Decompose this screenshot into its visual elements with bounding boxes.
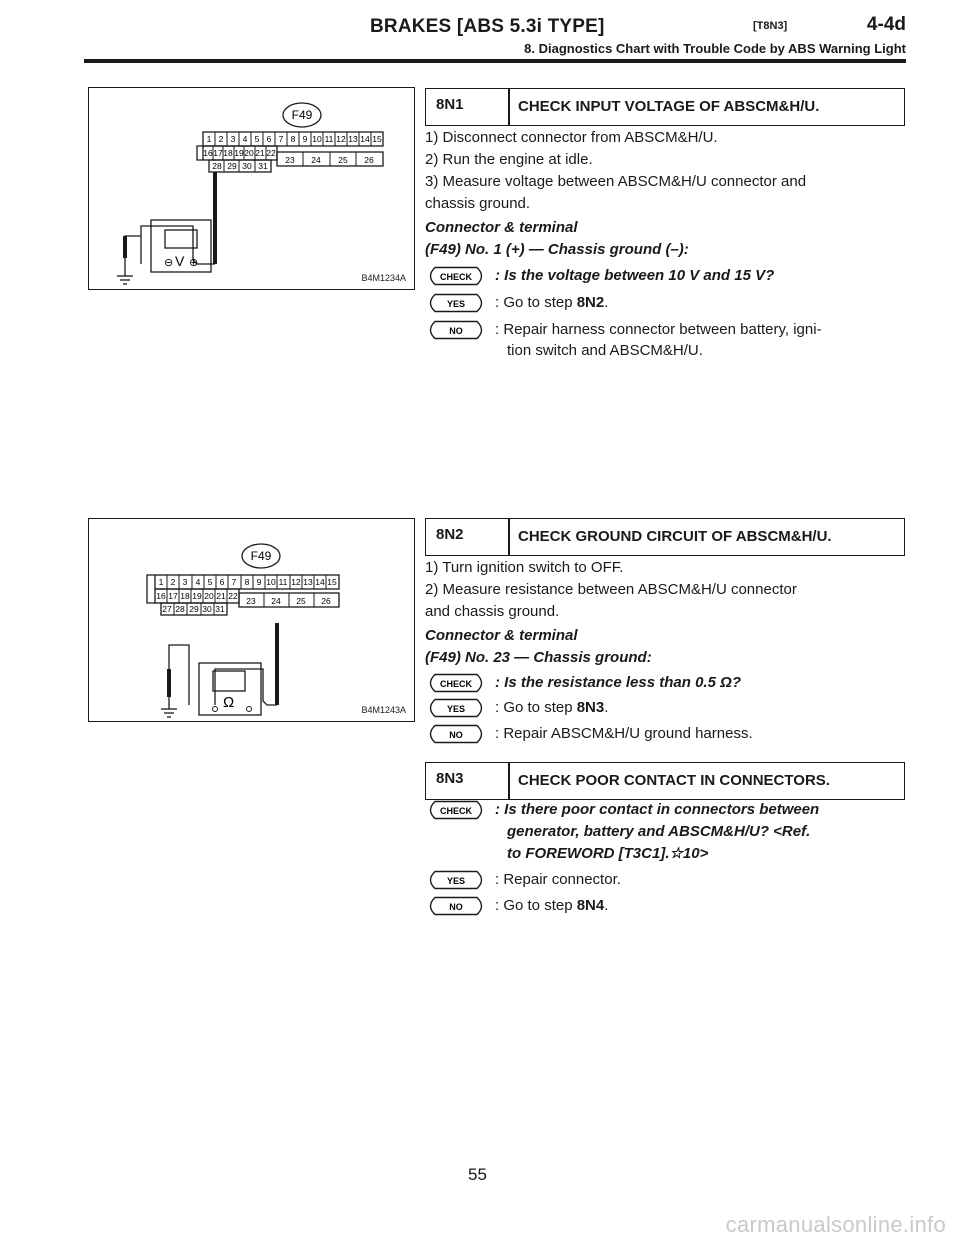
svg-text:25: 25 (338, 155, 348, 165)
page-header (370, 12, 906, 60)
svg-text:24: 24 (271, 596, 281, 606)
svg-text:23: 23 (285, 155, 295, 165)
step-8N1 (425, 88, 905, 388)
yes-answer: : Repair connector. (495, 871, 621, 888)
connector-spec: (F49) No. 23 — Chassis ground: (425, 649, 652, 666)
svg-text:7: 7 (278, 134, 284, 144)
svg-text:20: 20 (244, 148, 254, 158)
svg-text:11: 11 (278, 577, 288, 587)
figure-reference: B4M1234A (361, 273, 406, 283)
svg-text:NO: NO (449, 902, 463, 912)
svg-text:5: 5 (207, 577, 213, 587)
instruction-line: 2) Measure resistance between ABSCM&H/U connector (425, 581, 797, 598)
meter-probe-icon (213, 707, 218, 712)
svg-text:19: 19 (234, 148, 244, 158)
svg-text:21: 21 (216, 591, 226, 601)
yes-badge-icon (425, 293, 487, 313)
section-code: [T8N3] (753, 20, 788, 32)
plus-terminal-icon: ⊕ (189, 257, 199, 269)
check-question: : Is the voltage between 10 V and 15 V? (495, 267, 775, 284)
svg-text:NO: NO (449, 730, 463, 740)
connector-id: F49 (291, 108, 313, 122)
instruction-line: 1) Disconnect connector from ABSCM&H/U. (425, 129, 718, 146)
yes-badge-icon (425, 698, 487, 718)
svg-text:15: 15 (327, 577, 337, 587)
svg-text:9: 9 (302, 134, 308, 144)
svg-text:8: 8 (244, 577, 250, 587)
svg-text:5: 5 (254, 134, 260, 144)
header-divider (508, 519, 510, 555)
header-divider (508, 763, 510, 799)
step-title: CHECK INPUT VOLTAGE OF ABSCM&H/U. (518, 98, 820, 115)
step-title: CHECK GROUND CIRCUIT OF ABSCM&H/U. (518, 528, 832, 545)
page-subtitle: 8. Diagnostics Chart with Trouble Code by ABS Warning Light (524, 41, 906, 56)
svg-text:NO: NO (449, 326, 463, 336)
svg-text:16: 16 (156, 591, 166, 601)
minus-terminal-icon: ⊖ (164, 257, 174, 269)
svg-text:6: 6 (266, 134, 272, 144)
svg-text:14: 14 (315, 577, 325, 587)
svg-text:22: 22 (266, 148, 276, 158)
svg-text:CHECK: CHECK (439, 679, 473, 689)
svg-text:CHECK: CHECK (439, 272, 473, 282)
svg-text:20: 20 (204, 591, 214, 601)
svg-text:26: 26 (364, 155, 374, 165)
svg-text:1: 1 (158, 577, 164, 587)
svg-text:14: 14 (360, 134, 370, 144)
step-header (425, 762, 905, 800)
step-number: 8N3 (436, 770, 464, 787)
no-answer: : Go to step 8N4. (495, 897, 609, 914)
no-answer: : Repair harness connector between battery, igni- (495, 321, 822, 338)
svg-text:26: 26 (321, 596, 331, 606)
instruction-line: chassis ground. (425, 195, 531, 212)
connector-label: Connector & terminal (425, 219, 578, 236)
svg-text:29: 29 (189, 604, 199, 614)
instruction-line: 1) Turn ignition switch to OFF. (425, 559, 624, 576)
svg-text:4: 4 (242, 134, 248, 144)
svg-text:22: 22 (228, 591, 238, 601)
connector-diagram (89, 519, 413, 720)
figure-reference: B4M1243A (361, 705, 406, 715)
step-header (425, 518, 905, 556)
svg-text:30: 30 (202, 604, 212, 614)
connector-id: F49 (250, 549, 272, 563)
connector-diagram (89, 88, 413, 288)
meter-probe-icon (247, 707, 252, 712)
svg-text:18: 18 (180, 591, 190, 601)
yes-answer: : Go to step 8N3. (495, 699, 609, 716)
svg-text:19: 19 (192, 591, 202, 601)
svg-text:7: 7 (231, 577, 237, 587)
page-title: BRAKES [ABS 5.3i TYPE] (370, 16, 605, 37)
svg-text:YES: YES (446, 299, 466, 309)
svg-text:8: 8 (290, 134, 296, 144)
svg-text:1: 1 (206, 134, 212, 144)
instruction-line: and chassis ground. (425, 603, 560, 620)
no-answer: : Repair ABSCM&H/U ground harness. (495, 725, 753, 742)
svg-text:17: 17 (168, 591, 178, 601)
no-badge-icon (425, 320, 487, 340)
header-divider (508, 89, 510, 125)
wiring-figure-voltage (88, 87, 415, 290)
svg-text:3: 3 (230, 134, 236, 144)
check-question: : Is there poor contact in connectors between (495, 801, 820, 818)
svg-text:15: 15 (372, 134, 382, 144)
svg-text:YES: YES (446, 876, 466, 886)
svg-text:12: 12 (291, 577, 301, 587)
check-question: : Is the resistance less than 0.5 Ω? (495, 674, 741, 691)
connector-spec: (F49) No. 1 (+) — Chassis ground (–): (425, 241, 689, 258)
check-question-continued: generator, battery and ABSCM&H/U? <Ref. (507, 823, 811, 840)
no-badge-icon (425, 896, 487, 916)
instruction-line: 3) Measure voltage between ABSCM&H/U connector and (425, 173, 807, 190)
header-rule (84, 59, 906, 63)
check-question-continued: to FOREWORD [T3C1].☆10> (507, 845, 709, 862)
yes-badge-icon (425, 870, 487, 890)
svg-text:16: 16 (203, 148, 213, 158)
no-answer-continued: tion switch and ABSCM&H/U. (507, 342, 703, 359)
no-badge-icon (425, 724, 487, 744)
page-number: 55 (468, 1165, 487, 1184)
watermark: carmanualsonline.info (725, 1212, 946, 1237)
svg-text:31: 31 (215, 604, 225, 614)
svg-text:4: 4 (195, 577, 201, 587)
pin-numbers (156, 577, 337, 614)
svg-text:30: 30 (242, 161, 252, 171)
step-8N3 (425, 762, 905, 922)
svg-text:24: 24 (311, 155, 321, 165)
meter-unit: Ω (223, 694, 235, 711)
svg-text:21: 21 (255, 148, 265, 158)
svg-text:31: 31 (258, 161, 268, 171)
connector-label: Connector & terminal (425, 627, 578, 644)
step-number: 8N2 (436, 526, 464, 543)
svg-text:28: 28 (175, 604, 185, 614)
svg-text:10: 10 (266, 577, 276, 587)
svg-text:10: 10 (312, 134, 322, 144)
check-badge-icon (425, 673, 487, 693)
step-8N2 (425, 518, 905, 758)
svg-text:23: 23 (246, 596, 256, 606)
svg-text:25: 25 (296, 596, 306, 606)
yes-answer: : Go to step 8N2. (495, 294, 609, 311)
step-number: 8N1 (436, 96, 464, 113)
svg-text:17: 17 (213, 148, 223, 158)
svg-text:2: 2 (218, 134, 224, 144)
svg-text:12: 12 (336, 134, 346, 144)
svg-text:6: 6 (219, 577, 225, 587)
svg-text:28: 28 (212, 161, 222, 171)
check-badge-icon (425, 266, 487, 286)
svg-text:3: 3 (182, 577, 188, 587)
svg-text:11: 11 (324, 134, 334, 144)
svg-text:YES: YES (446, 704, 466, 714)
meter-unit: V (175, 253, 185, 269)
step-title: CHECK POOR CONTACT IN CONNECTORS. (518, 772, 830, 789)
svg-text:2: 2 (170, 577, 176, 587)
wiring-figure-resistance (88, 518, 415, 722)
svg-text:18: 18 (223, 148, 233, 158)
step-header (425, 88, 905, 126)
svg-text:9: 9 (256, 577, 262, 587)
svg-text:13: 13 (348, 134, 358, 144)
section-number: 4-4d (866, 14, 906, 35)
svg-text:29: 29 (227, 161, 237, 171)
check-badge-icon (425, 800, 487, 820)
svg-text:13: 13 (303, 577, 313, 587)
instruction-line: 2) Run the engine at idle. (425, 151, 593, 168)
svg-text:27: 27 (162, 604, 172, 614)
svg-text:CHECK: CHECK (439, 806, 473, 816)
